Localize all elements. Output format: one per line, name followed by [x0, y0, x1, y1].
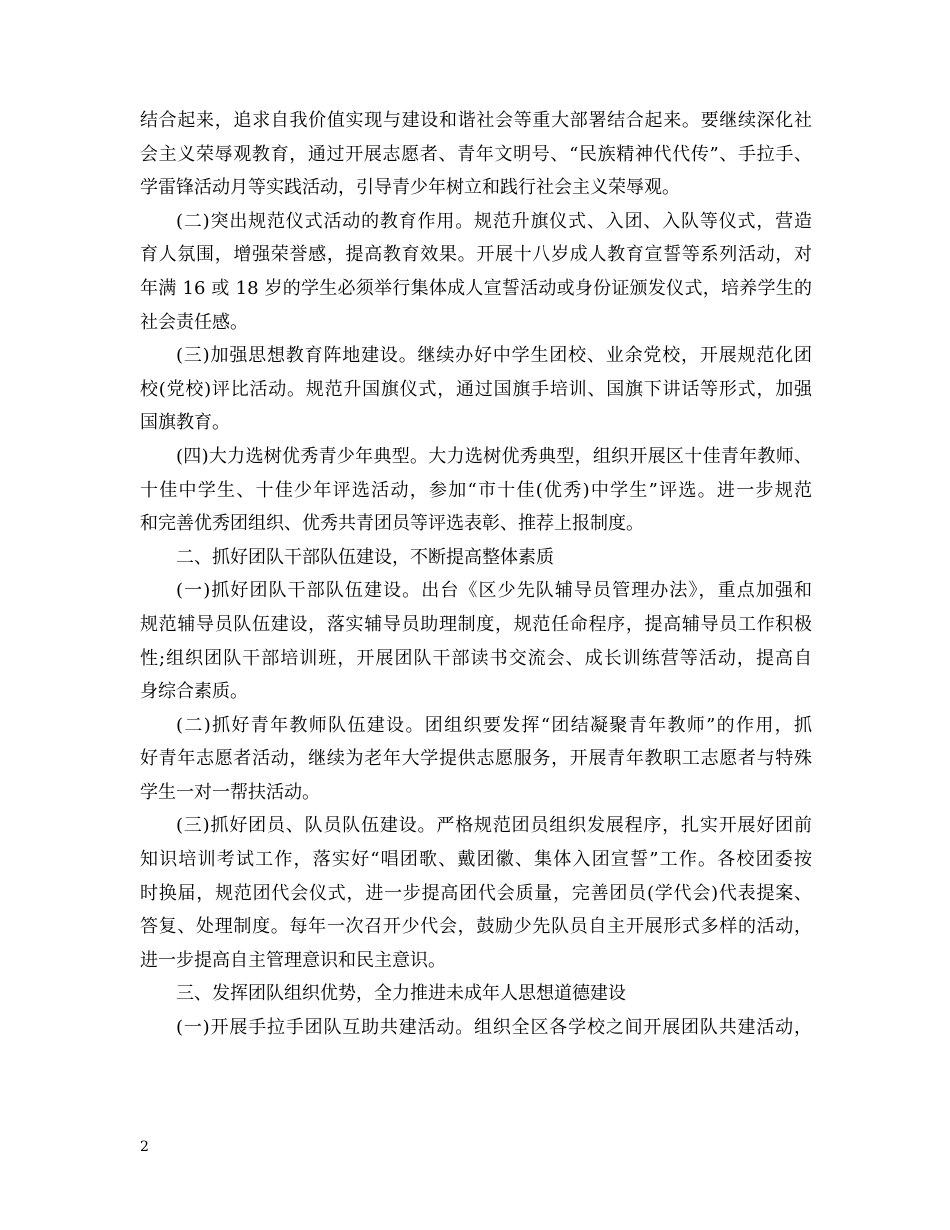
body-text — [140, 104, 812, 1045]
text-line: (三)抓好团员、队员队伍建设。严格规范团员组织发展程序，扎实开展好团前 — [176, 815, 812, 837]
text-line: 好青年志愿者活动，继续为老年大学提供志愿服务，开展青年教职工志愿者与特殊 — [140, 748, 812, 770]
text-line: 三、发挥团队组织优势，全力推进未成年人思想道德建设 — [176, 983, 626, 1005]
text-line: 规范辅导员队伍建设，落实辅导员助理制度，规范任命程序，提高辅导员工作积极 — [140, 613, 812, 635]
text-line: 育人氛围，增强荣誉感，提高教育效果。开展十八岁成人教育宣誓等系列活动，对 — [140, 244, 812, 266]
text-line: (一)开展手拉手团队互助共建活动。组织全区各学校之间开展团队共建活动， — [176, 1017, 812, 1039]
text-line: (一)抓好团队干部队伍建设。出台《区少先队辅导员管理办法》，重点加强和 — [176, 580, 812, 602]
text-line: 国旗教育。 — [140, 412, 230, 434]
text-line: (二)抓好青年教师队伍建设。团组织要发挥“团结凝聚青年教师”的作用，抓 — [176, 714, 812, 736]
text-line: 身综合素质。 — [140, 681, 248, 703]
text-line: 校(党校)评比活动。规范升国旗仪式，通过国旗手培训、国旗下讲话等形式，加强 — [140, 378, 812, 400]
page-number: 2 — [140, 1139, 149, 1155]
text-line: 知识培训考试工作，落实好“唱团歌、戴团徽、集体入团宣誓”工作。各校团委按 — [140, 849, 812, 871]
text-line: 时换届，规范团代会仪式，进一步提高团代会质量，完善团员(学代会)代表提案、 — [140, 882, 812, 904]
text-line: 答复、处理制度。每年一次召开少代会，鼓励少先队员自主开展形式多样的活动， — [140, 916, 812, 938]
text-line: 学雷锋活动月等实践活动，引导青少年树立和践行社会主义荣辱观。 — [140, 177, 680, 199]
text-line: 性;组织团队干部培训班，开展团队干部读书交流会、成长训练营等活动，提高自 — [140, 647, 812, 669]
text-line: 十佳中学生、十佳少年评选活动，参加“市十佳(优秀)中学生”评选。进一步规范 — [140, 479, 812, 501]
text-line: 社会责任感。 — [140, 311, 248, 333]
text-line: 会主义荣辱观教育，通过开展志愿者、青年文明号、“民族精神代代传”、手拉手、 — [140, 143, 812, 165]
text-line: 结合起来，追求自我价值实现与建设和谐社会等重大部署结合起来。要继续深化社 — [140, 110, 812, 131]
text-line: 学生一对一帮扶活动。 — [140, 781, 320, 803]
text-line: (四)大力选树优秀青少年典型。大力选树优秀典型，组织开展区十佳青年教师、 — [176, 445, 812, 467]
text-line: (二)突出规范仪式活动的教育作用。规范升旗仪式、入团、入队等仪式，营造 — [176, 210, 812, 232]
text-line: 进一步提高自主管理意识和民主意识。 — [140, 949, 446, 971]
text-line: (三)加强思想教育阵地建设。继续办好中学生团校、业余党校，开展规范化团 — [176, 345, 812, 367]
text-line: 年满 16 或 18 岁的学生必须举行集体成人宣誓活动或身份证颁发仪式，培养学生的 — [140, 277, 812, 299]
text-line: 二、抓好团队干部队伍建设，不断提高整体素质 — [176, 546, 554, 568]
text-line: 和完善优秀团组织、优秀共青团员等评选表彰、推荐上报制度。 — [140, 513, 644, 535]
